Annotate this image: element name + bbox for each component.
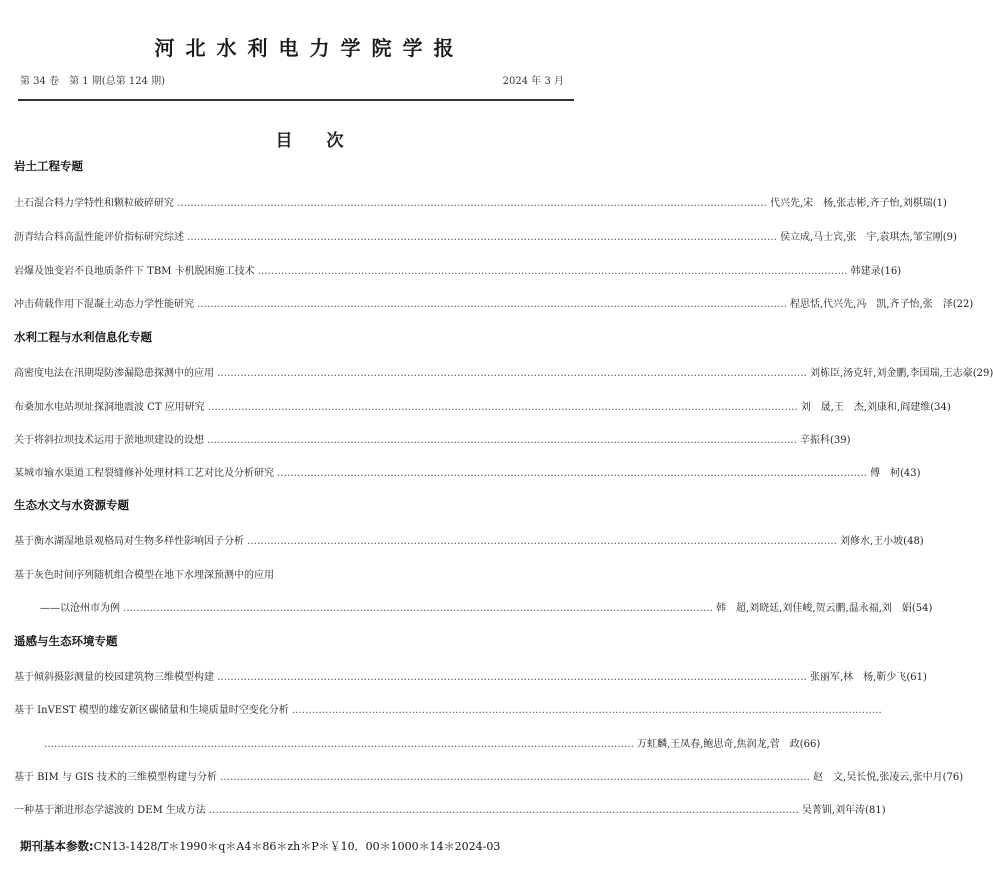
entry-authors: 傅 柯(43) <box>870 468 921 479</box>
entry-authors: 张丽军,林 杨,靳少飞(61) <box>810 672 927 683</box>
issue-info: 第 34 卷 第 1 期(总第 124 期) <box>20 76 166 87</box>
entry-title: 岩爆及蚀变岩不良地质条件下 TBM 卡机脱困施工技术 <box>14 266 255 277</box>
section-title: 水利工程与水利信息化专题 <box>14 330 152 344</box>
entry-title: 基于 InVEST 模型的雄安新区碳储量和生境质量时空变化分析 <box>14 705 289 716</box>
entry-authors: 吴菁钏,刘年涛(81) <box>801 805 886 816</box>
issue-date: 2024 年 3 月 <box>502 76 564 87</box>
toc-entry[interactable] <box>14 431 851 446</box>
entry-title: 土石混合料力学特性和颗粒破碎研究 <box>14 198 174 209</box>
dot-leader: …………………………………………………………………………………………………………………………………………………………… <box>123 603 713 614</box>
entry-title: 冲击荷载作用下混凝土动态力学性能研究 <box>14 299 194 310</box>
journal-title: 河北水利电力学院学报 <box>154 36 465 60</box>
header-rule <box>18 99 574 101</box>
section-title: 生态水文与水资源专题 <box>14 498 129 512</box>
entry-authors: 刘 晟,王 杰,刘康和,阎建维(34) <box>800 402 951 413</box>
entry-authors: 刘栋臣,汤克轩,刘金鹏,李国瑞,王志豪(29) <box>810 368 993 379</box>
entry-title: 布桑加水电站坝址探洞地震波 CT 应用研究 <box>14 402 205 413</box>
dot-leader: …………………………………………………………………………………………………………………………………………………………… <box>220 772 811 783</box>
entry-authors: 代兴先,宋 杨,张志彬,齐子怡,刘棋瑞(1) <box>770 198 947 209</box>
entry-title: 沥青结合料高温性能评价指标研究综述 <box>14 232 184 243</box>
entry-title: 基于衡水湖湿地景观格局对生物多样性影响因子分析 <box>14 536 244 547</box>
entry-authors: 辛振科(39) <box>800 435 851 446</box>
entry-authors: 刘修水,王小坡(48) <box>840 536 924 547</box>
entry-title: 基于倾斜摄影测量的校园建筑物三维模型构建 <box>14 672 214 683</box>
toc-entry[interactable] <box>14 398 951 413</box>
dot-leader: …………………………………………………………………………………………………………………………………………………………… <box>207 435 797 446</box>
toc-entry[interactable] <box>14 262 902 277</box>
toc-entry[interactable] <box>14 364 993 379</box>
toc-entry[interactable] <box>14 532 924 547</box>
toc-entry[interactable] <box>14 464 921 479</box>
entry-title[interactable]: 基于灰色时间序列随机组合模型在地下水埋深预测中的应用 <box>14 570 274 581</box>
dot-leader: …………………………………………………………………………………………………………………………………………………………… <box>207 402 798 413</box>
toc-entry[interactable] <box>14 668 927 683</box>
entry-title: 高密度电法在汛期堤防渗漏隐患探测中的应用 <box>14 368 214 379</box>
entry-authors: 侯立成,马士宾,张 宇,袁琪杰,邹宝刚(9) <box>780 232 957 243</box>
dot-leader: …………………………………………………………………………………………………………………………………………………………… <box>187 232 777 243</box>
entry-subtitle: ——以沧州市为例 <box>40 603 120 614</box>
section-title: 遥感与生态环境专题 <box>14 634 118 648</box>
dot-leader: …………………………………………………………………………………………………………………………………………………………… <box>197 299 787 310</box>
entry-title: 基于 BIM 与 GIS 技术的三维模型构建与分析 <box>14 772 218 783</box>
dot-leader: …………………………………………………………………………………………………………………………………………………………… <box>291 705 882 716</box>
dot-leader: …………………………………………………………………………………………………………………………………………………………… <box>177 198 767 209</box>
toc-heading: 目次 <box>275 131 378 151</box>
dot-leader: …………………………………………………………………………………………………………………………………………………………… <box>277 468 867 479</box>
parameters-value: CN13-1428/T＊1990＊q＊A4＊86＊zh＊P＊￥10．00＊1000＊14＊2024-03 <box>93 840 501 853</box>
toc-entry-continued[interactable] <box>44 735 821 750</box>
entry-authors: 韩建录(16) <box>850 266 902 277</box>
dot-leader: …………………………………………………………………………………………………………………………………………………………… <box>44 739 634 750</box>
entry-title: 关于将斜拉坝技术运用于淤地坝建设的设想 <box>14 435 204 446</box>
journal-parameters <box>20 838 500 854</box>
toc-entry[interactable] <box>14 701 882 716</box>
toc-entry[interactable] <box>14 295 974 310</box>
toc-entry[interactable] <box>14 801 886 816</box>
entry-title: 某城市输水渠道工程裂缝修补处理材料工艺对比及分析研究 <box>14 468 274 479</box>
dot-leader: …………………………………………………………………………………………………………………………………………………………… <box>208 805 799 816</box>
entry-authors: 程思恬,代兴先,冯 凯,齐子怡,张 泽(22) <box>790 299 974 310</box>
entry-authors: 赵 文,吴长悦,张凌云,张中月(76) <box>813 772 964 783</box>
dot-leader: …………………………………………………………………………………………………………………………………………………………… <box>217 672 807 683</box>
toc-entry[interactable] <box>14 228 957 243</box>
toc-entry-continued[interactable] <box>40 599 933 614</box>
dot-leader: …………………………………………………………………………………………………………………………………………………………… <box>247 536 837 547</box>
entry-authors: 万虹麟,王凤春,鲍思奇,焦润龙,菅 政(66) <box>637 739 821 750</box>
toc-entry[interactable] <box>14 768 964 783</box>
dot-leader: …………………………………………………………………………………………………………………………………………………………… <box>217 368 807 379</box>
toc-entry[interactable] <box>14 194 947 209</box>
entry-authors: 韩 超,刘晓廷,刘佳峻,贺云鹏,温永福,刘 娟(54) <box>716 603 933 614</box>
section-title: 岩土工程专题 <box>14 159 83 173</box>
entry-title: 一种基于渐进形态学滤波的 DEM 生成方法 <box>14 805 206 816</box>
parameters-label: 期刊基本参数: <box>20 839 94 853</box>
dot-leader: …………………………………………………………………………………………………………………………………………………………… <box>257 266 848 277</box>
